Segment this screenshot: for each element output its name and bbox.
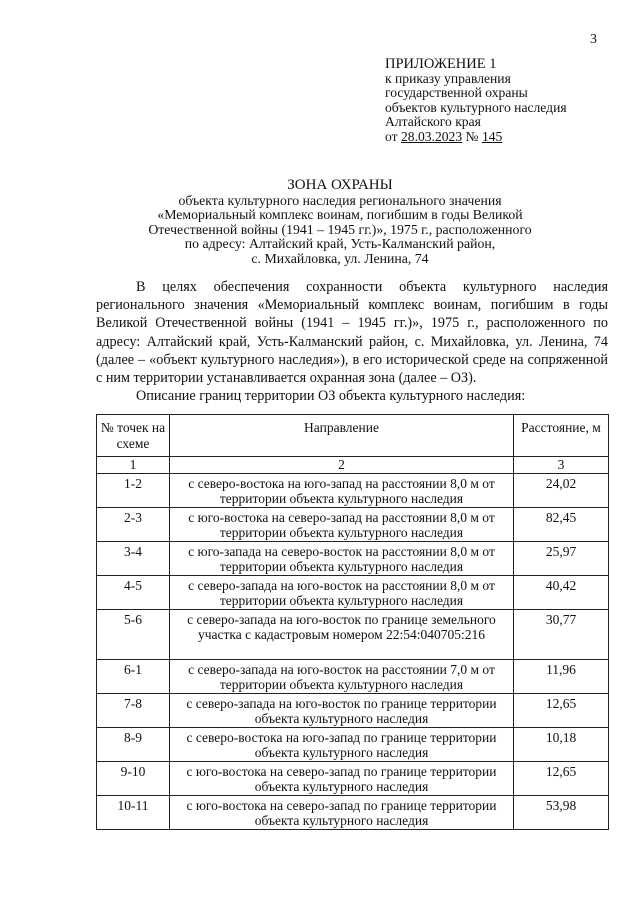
- page-number: 3: [590, 32, 597, 47]
- title-line: «Мемориальный комплекс воинам, погибшим в годы Великой: [157, 207, 523, 223]
- row-distance: 11,96: [514, 659, 609, 693]
- intro-text: [96, 278, 608, 405]
- row-distance: 40,42: [514, 575, 609, 609]
- row-distance: 10,18: [514, 727, 609, 761]
- table-row: [97, 693, 609, 727]
- row-distance: 82,45: [514, 507, 609, 541]
- table-row: [97, 609, 609, 659]
- row-points: 8-9: [97, 727, 170, 761]
- row-points: 6-1: [97, 659, 170, 693]
- table-row: [97, 727, 609, 761]
- annex-line: государственной охраны: [385, 85, 528, 100]
- column-number: 3: [514, 457, 609, 474]
- annex-line: объектов культурного наследия: [385, 99, 567, 115]
- row-points: 4-5: [97, 575, 170, 609]
- table-row: [97, 575, 609, 609]
- row-points: 3-4: [97, 541, 170, 575]
- table-row: [97, 795, 609, 829]
- row-points: 5-6: [97, 609, 170, 659]
- header-direction: Направление: [170, 415, 514, 457]
- row-direction: с юго-востока на северо-запад на расстоянии 8,0 м от территории объекта культурного наследия: [170, 507, 514, 541]
- annex-block: [385, 57, 567, 144]
- row-points: 10-11: [97, 795, 170, 829]
- table-row: [97, 541, 609, 575]
- annex-date-prefix: от: [385, 128, 398, 144]
- title-line: с. Михайловка, ул. Ленина, 74: [251, 250, 429, 266]
- row-direction: с северо-запада на юго-восток по границе земельного участка с кадастровым номером 22:54:040705:216: [170, 609, 514, 659]
- intro-description: Описание границ территории ОЗ объекта культурного наследия:: [136, 388, 526, 405]
- row-points: 9-10: [97, 761, 170, 795]
- header-points: № точек на схеме: [97, 415, 170, 457]
- header-distance: Расстояние, м: [514, 415, 609, 457]
- annex-number: 145: [481, 128, 503, 144]
- row-distance: 24,02: [514, 473, 609, 507]
- row-direction: с северо-востока на юго-запад на расстоянии 8,0 м от территории объекта культурного наследия: [170, 473, 514, 507]
- row-distance: 12,65: [514, 761, 609, 795]
- row-direction: с северо-запада на юго-восток по границе территории объекта культурного наследия: [170, 693, 514, 727]
- annex-number-prefix: №: [465, 128, 479, 144]
- row-points: 2-3: [97, 507, 170, 541]
- table-row: [97, 761, 609, 795]
- annex-line: Алтайского края: [385, 114, 481, 129]
- title-line: по адресу: Алтайский край, Усть-Калманский район,: [184, 236, 496, 252]
- table-row: [97, 659, 609, 693]
- row-points: 7-8: [97, 693, 170, 727]
- annex-heading: ПРИЛОЖЕНИЕ 1: [385, 56, 497, 72]
- annex-line: к приказу управления: [385, 70, 511, 86]
- title-line: объекта культурного наследия регионального значения: [178, 192, 502, 208]
- table-numbering-row: [97, 457, 609, 474]
- row-direction: с юго-востока на северо-запад по границе территории объекта культурного наследия: [170, 761, 514, 795]
- table-row: [97, 473, 609, 507]
- annex-date: 28.03.2023: [400, 128, 463, 144]
- row-distance: 25,97: [514, 541, 609, 575]
- row-direction: с юго-запада на северо-восток на расстоянии 8,0 м от территории объекта культурного наследия: [170, 541, 514, 575]
- row-distance: 12,65: [514, 693, 609, 727]
- row-distance: 53,98: [514, 795, 609, 829]
- row-points: 1-2: [97, 473, 170, 507]
- intro-paragraph: В целях обеспечения сохранности объекта культурного наследия регионального значения «Мемориальный комплекс воинам, погибшим в годы Великой Отечественной войны (1941 – 1945 гг.)», 1975 г., расположенного по адресу: Алтайский край, Усть-Калманский район, с. Михайловка, ул. Ленина, 74 (далее – «объект культурного наследия»), в его исторической среде на сопряженной с ним территории устанавливается охранная зона (далее – ОЗ).: [96, 279, 608, 387]
- table-row: [97, 507, 609, 541]
- document-title: [60, 178, 620, 267]
- column-number: 1: [97, 457, 170, 474]
- table-header-row: [97, 415, 609, 457]
- row-distance: 30,77: [514, 609, 609, 659]
- column-number: 2: [170, 457, 514, 474]
- boundary-table: [96, 414, 609, 830]
- row-direction: с северо-запада на юго-восток на расстоянии 8,0 м от территории объекта культурного наследия: [170, 575, 514, 609]
- row-direction: с северо-востока на юго-запад по границе территории объекта культурного наследия: [170, 727, 514, 761]
- row-direction: с юго-востока на северо-запад по границе территории объекта культурного наследия: [170, 795, 514, 829]
- zone-title: ЗОНА ОХРАНЫ: [287, 177, 393, 193]
- row-direction: с северо-запада на юго-восток на расстоянии 7,0 м от территории объекта культурного наследия: [170, 659, 514, 693]
- annex-date-line: [385, 130, 567, 145]
- title-line: Отечественной войны (1941 – 1945 гг.)», 1975 г., расположенного: [148, 221, 532, 237]
